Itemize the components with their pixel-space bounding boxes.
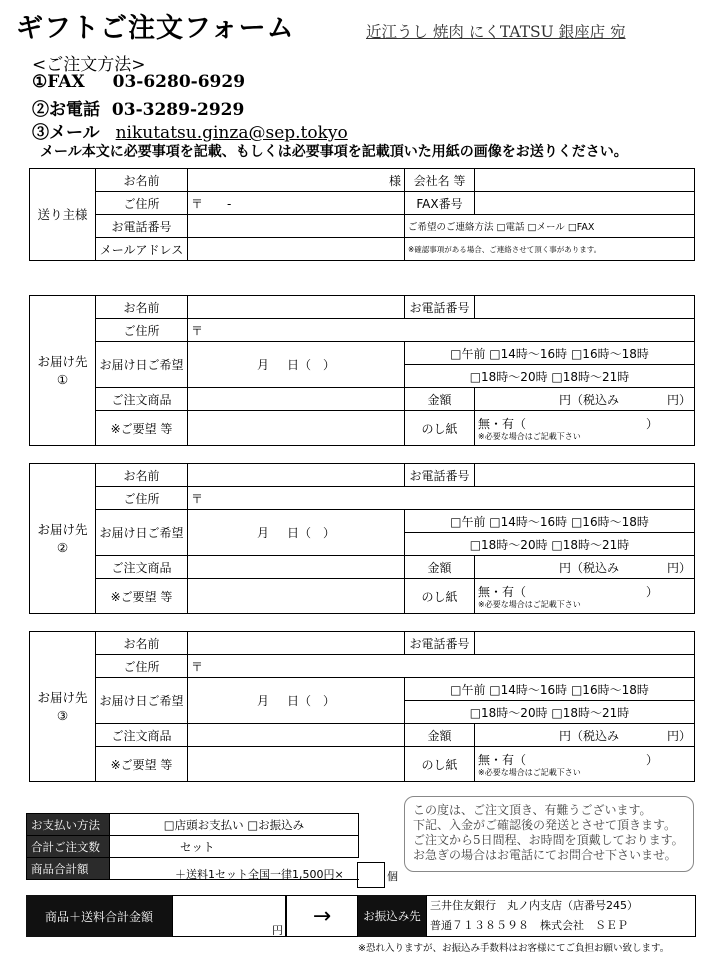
recipient-name-field[interactable]	[188, 632, 405, 655]
contact-preference[interactable]: ご希望のご連絡方法 □電話 □メール □FAX	[405, 215, 695, 238]
recipient-name-label: お名前	[96, 296, 188, 319]
sender-postal-field[interactable]: 〒 -	[188, 192, 405, 215]
email-note: ※確認事項がある場合、ご連絡させて頂く事があります。	[405, 238, 695, 261]
request-field[interactable]	[188, 579, 405, 614]
request-label: ※ご要望 等	[96, 747, 188, 782]
email-link[interactable]: nikutatsu.ginza@sep.tokyo	[115, 123, 348, 143]
recipient-name-label: お名前	[96, 464, 188, 487]
amount-label: 金額	[405, 724, 475, 747]
recipient-address-label: ご住所	[96, 487, 188, 510]
order-method-heading: <ご注文方法>	[32, 55, 146, 75]
sender-phone-field[interactable]	[188, 215, 405, 238]
noshi-field[interactable]: 無・有（ ） ※必要な場合はご記載下さい	[475, 747, 695, 782]
product-field[interactable]	[188, 388, 405, 411]
unit-ko: 個	[387, 870, 398, 883]
noshi-label: のし紙	[405, 411, 475, 446]
request-field[interactable]	[188, 411, 405, 446]
fax-number-label: FAX番号	[405, 192, 475, 215]
product-field[interactable]	[188, 556, 405, 579]
amount-label: 金額	[405, 556, 475, 579]
sender-name-label: お名前	[96, 169, 188, 192]
mail-label: ③メール	[32, 123, 100, 143]
sender-table	[29, 168, 695, 261]
mail-line	[32, 118, 348, 143]
yen-unit: 円	[272, 924, 283, 937]
delivery-date-label: お届け日ご希望	[96, 678, 188, 724]
amount-field[interactable]: 円（税込み 円）	[475, 388, 695, 411]
sender-email-field[interactable]	[188, 238, 405, 261]
recipient-phone-field[interactable]	[475, 296, 695, 319]
time-slot-row1[interactable]: □午前 □14時～16時 □16時～18時	[405, 678, 695, 701]
grand-total-field[interactable]	[172, 895, 286, 937]
bank-details: 三井住友銀行 丸ノ内支店（店番号245） 普通７１３８５９８ 株式会社 ＳＥＰ	[426, 895, 696, 937]
delivery-date-field[interactable]: 月 日（ ）	[188, 510, 405, 556]
delivery-date-field[interactable]: 月 日（ ）	[188, 678, 405, 724]
order-count-field[interactable]	[110, 836, 359, 858]
fax-number-field[interactable]	[475, 192, 695, 215]
shipping-count-field[interactable]	[357, 862, 385, 888]
noshi-field[interactable]: 無・有（ ） ※必要な場合はご記載下さい	[475, 411, 695, 446]
product-total-label: 商品合計額	[27, 858, 110, 880]
grand-total-label: 商品＋送料合計金額	[26, 895, 172, 937]
sender-side-label: 送り主様	[30, 169, 96, 261]
delivery-date-label: お届け日ご希望	[96, 510, 188, 556]
recipient-phone-label: お電話番号	[405, 632, 475, 655]
time-slot-row1[interactable]: □午前 □14時～16時 □16時～18時	[405, 510, 695, 533]
tel-line	[32, 95, 244, 120]
store-addressee: 近江うし 焼肉 にくTATSU 銀座店 宛	[366, 23, 626, 41]
product-label: ご注文商品	[96, 724, 188, 747]
delivery-table-3	[29, 631, 695, 782]
delivery-date-field[interactable]: 月 日（ ）	[188, 342, 405, 388]
tel-label: ②お電話	[32, 100, 100, 120]
order-count-label: 合計ご注文数	[27, 836, 110, 858]
recipient-address-label: ご住所	[96, 319, 188, 342]
recipient-address-label: ご住所	[96, 655, 188, 678]
form-title: ギフトご注文フォーム	[16, 13, 295, 44]
request-label: ※ご要望 等	[96, 411, 188, 446]
recipient-name-field[interactable]	[188, 296, 405, 319]
time-slot-row2[interactable]: □18時～20時 □18時～21時	[405, 533, 695, 556]
amount-field[interactable]: 円（税込み 円）	[475, 724, 695, 747]
company-field[interactable]	[475, 169, 695, 192]
amount-field[interactable]: 円（税込み 円）	[475, 556, 695, 579]
time-slot-row2[interactable]: □18時～20時 □18時～21時	[405, 701, 695, 724]
noshi-label: のし紙	[405, 579, 475, 614]
recipient-name-label: お名前	[96, 632, 188, 655]
product-label: ご注文商品	[96, 556, 188, 579]
sender-phone-label: お電話番号	[96, 215, 188, 238]
fax-number: 03-6280-6929	[112, 72, 246, 92]
arrow-right-icon: →	[286, 895, 358, 937]
recipient-address-field[interactable]: 〒	[188, 319, 695, 342]
sender-name-field[interactable]	[188, 169, 405, 192]
fax-line	[32, 72, 245, 92]
request-label: ※ご要望 等	[96, 579, 188, 614]
order-note: メール本文に必要事項を記載、もしくは必要事項を記載頂いた用紙の画像をお送りください。	[40, 144, 628, 160]
recipient-phone-field[interactable]	[475, 632, 695, 655]
sender-address-label: ご住所	[96, 192, 188, 215]
recipient-address-field[interactable]: 〒	[188, 487, 695, 510]
company-label: 会社名 等	[405, 169, 475, 192]
shipping-fee-note: ＋送料1セット全国一律1,500円×	[175, 868, 344, 881]
thank-you-message: この度は、ご注文頂き、有難うございます。 下記、入金がご確認後の発送とさせて頂きます。 ご注文から5日間程、お時間を頂戴しております。 お急ぎの場合はお電話にてお問合せ下さいませ。	[404, 796, 694, 872]
bank-transfer-label: お振込み先	[358, 895, 426, 937]
delivery-side-label-3: お届け先 ③	[30, 632, 96, 782]
sama-label: 様	[388, 173, 401, 188]
fax-label: ①FAX	[32, 72, 85, 92]
sender-email-label: メールアドレス	[96, 238, 188, 261]
delivery-side-label-1: お届け先 ①	[30, 296, 96, 446]
delivery-side-label-2: お届け先 ②	[30, 464, 96, 614]
recipient-phone-field[interactable]	[475, 464, 695, 487]
transfer-fee-note: ※恐れ入りますが、お振込み手数料はお客様にてご負担お願い致します。	[358, 943, 670, 954]
time-slot-row1[interactable]: □午前 □14時～16時 □16時～18時	[405, 342, 695, 365]
delivery-date-label: お届け日ご希望	[96, 342, 188, 388]
noshi-field[interactable]: 無・有（ ） ※必要な場合はご記載下さい	[475, 579, 695, 614]
noshi-label: のし紙	[405, 747, 475, 782]
tel-number: 03-3289-2929	[111, 100, 245, 120]
set-unit: セット	[180, 839, 215, 854]
delivery-table-1	[29, 295, 695, 446]
time-slot-row2[interactable]: □18時～20時 □18時～21時	[405, 365, 695, 388]
product-field[interactable]	[188, 724, 405, 747]
payment-options[interactable]: □店頭お支払い □お振込み	[110, 814, 359, 836]
request-field[interactable]	[188, 747, 405, 782]
recipient-address-field[interactable]: 〒	[188, 655, 695, 678]
recipient-name-field[interactable]	[188, 464, 405, 487]
delivery-table-2	[29, 463, 695, 614]
amount-label: 金額	[405, 388, 475, 411]
product-label: ご注文商品	[96, 388, 188, 411]
recipient-phone-label: お電話番号	[405, 296, 475, 319]
recipient-phone-label: お電話番号	[405, 464, 475, 487]
payment-method-label: お支払い方法	[27, 814, 110, 836]
